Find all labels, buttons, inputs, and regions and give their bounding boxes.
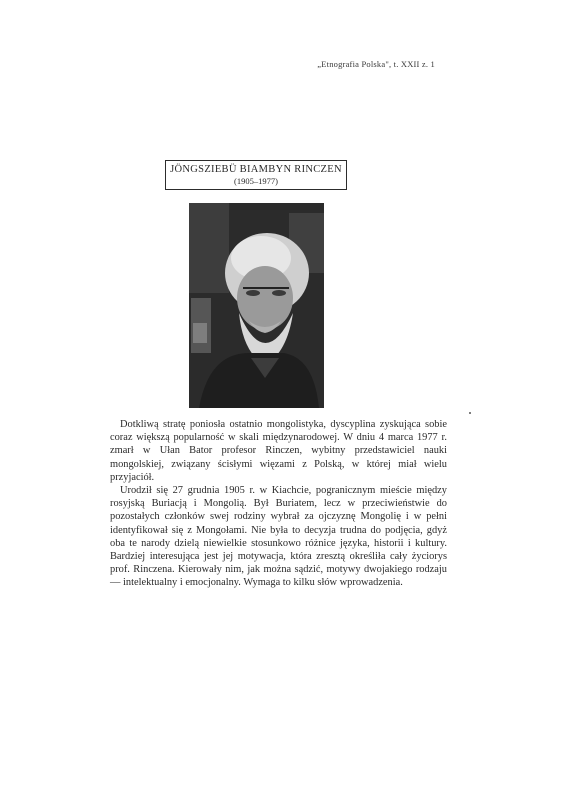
print-speck — [469, 412, 471, 414]
paragraph-1: Dotkliwą stratę poniosła ostatnio mongolistyka, dyscyplina zyskująca sobie coraz większą popularność w skali międzynarodowej. W dniu 4 marca 1977 r. zmarł w Ułan Bator profesor Rinczen, wybitny przedstawiciel nauki mongolskiej, związany ścisłymi więzami z Polską, w której miał wielu przyjaciół. — [110, 419, 447, 483]
paragraph-2: Urodził się 27 grudnia 1905 r. w Kiachcie, pogranicznym mieście między rosyjską Buriacją i Mongolią. Był Buriatem, lecz w przeciwieństwie do pozostałych członków swej rodziny wybrał za ojczyznę Mongolię i w pełni identyfikował się z Mongołami. Nie była to decyzja trudna do podjęcia, gdyż oba te narody dzielą niewielkie stosunkowo różnice języka, historii i kultury. Bardziej interesująca jest jej motywacja, która zresztą określiła cały życiorys prof. Rinczena. Kierowały nim, jak można sądzić, motywy dwojakiego rodzaju — intelektualny i emocjonalny. Wymaga to kilku słów wprowadzenia. — [110, 485, 447, 589]
running-head: „Etnografia Polska", t. XXII z. 1 — [317, 59, 435, 69]
portrait-image — [189, 203, 324, 408]
life-dates: (1905–1977) — [234, 176, 278, 186]
person-name: JÖNGSZIEBÜ BIAMBYN RINCZEN — [170, 164, 342, 175]
portrait-photo — [189, 203, 324, 408]
article-body — [110, 418, 447, 590]
title-box — [165, 160, 347, 190]
